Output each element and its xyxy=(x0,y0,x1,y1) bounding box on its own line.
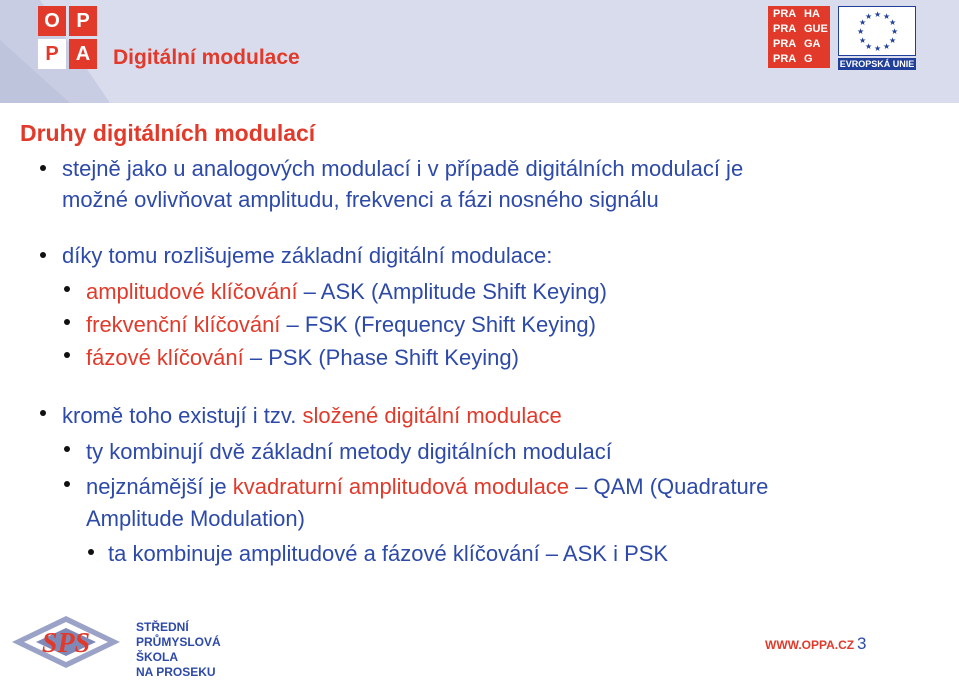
sub-sub-bullet-text: ta kombinuje amplitudové a fázové klíčování – ASK i PSK xyxy=(108,541,669,566)
highlight-term: fázové klíčování xyxy=(86,345,244,370)
svg-text:★: ★ xyxy=(889,36,897,45)
bullet-text-part: nejznámější je xyxy=(86,474,233,499)
highlight-term: amplitudové klíčování xyxy=(86,279,298,304)
sps-logo xyxy=(10,614,122,670)
bullet-text: – ASK (Amplitude Shift Keying) xyxy=(297,279,607,304)
oppa-logo-letter: P xyxy=(69,6,97,36)
bullet-dot xyxy=(88,549,94,555)
svg-text:★: ★ xyxy=(889,18,897,27)
svg-text:★: ★ xyxy=(857,27,865,36)
bullet-dot xyxy=(40,165,46,171)
school-name-line: NA PROSEKU xyxy=(136,665,216,679)
highlight-term: kvadraturní amplitudová modulace xyxy=(232,474,570,499)
school-name-line: STŘEDNÍ xyxy=(136,620,189,634)
sub-bullet-text: Amplitude Modulation) xyxy=(86,506,305,531)
bullet-text: možné ovlivňovat amplitudu, frekvenci a fázi nosného signálu xyxy=(62,187,659,212)
praha-logo-text: PRA xyxy=(773,8,797,20)
praha-logo-text: HA xyxy=(804,8,820,20)
section-title: Druhy digitálních modulací xyxy=(20,120,316,146)
bullet-dot xyxy=(64,446,70,452)
bullet-dot xyxy=(64,481,70,487)
bullet-dot xyxy=(64,352,70,358)
footer-url-link[interactable]: WWW.OPPA.CZ xyxy=(765,638,855,652)
sub-bullet-text xyxy=(86,312,596,338)
bullet-text: stejně jako u analogových modulací i v případě digitálních modulací je xyxy=(62,156,744,181)
bullet-dot xyxy=(40,410,46,416)
sub-bullet-text: ty kombinují dvě základní metody digitálních modulací xyxy=(86,439,612,464)
oppa-logo-letter: O xyxy=(38,6,66,36)
bullet-dot xyxy=(64,319,70,325)
bullet-text: – FSK (Frequency Shift Keying) xyxy=(280,312,596,337)
school-name-line: PRŮMYSLOVÁ xyxy=(136,635,221,649)
eu-logo xyxy=(838,6,916,68)
svg-text:★: ★ xyxy=(859,36,867,45)
praha-logo-text: G xyxy=(804,53,813,65)
praha-logo-text: PRA xyxy=(773,23,797,35)
svg-text:★: ★ xyxy=(865,12,873,21)
oppa-logo-letter: A xyxy=(69,39,97,69)
praha-logo-text: GUE xyxy=(804,23,828,35)
bullet-text-part: kromě toho existují i tzv. xyxy=(62,403,303,428)
eu-label: EVROPSKÁ UNIE xyxy=(839,59,915,69)
highlight-term: složené digitální modulace xyxy=(302,403,562,428)
bullet-text xyxy=(62,403,562,429)
page-title: Digitální modulace xyxy=(113,46,300,69)
highlight-term: frekvenční klíčování xyxy=(86,312,281,337)
oppa-logo xyxy=(38,6,99,70)
sub-bullet-text xyxy=(86,279,607,305)
svg-text:★: ★ xyxy=(883,12,891,21)
praha-logo-text: PRA xyxy=(773,38,797,50)
praha-logo xyxy=(768,6,830,68)
praha-logo-text: PRA xyxy=(773,53,797,65)
bullet-text: díky tomu rozlišujeme základní digitální modulace: xyxy=(62,243,553,268)
sub-bullet-text xyxy=(86,474,768,500)
bullet-text: – PSK (Phase Shift Keying) xyxy=(243,345,519,370)
oppa-logo-letter: P xyxy=(38,39,66,69)
sps-logo-text: SPS xyxy=(41,628,91,659)
svg-text:★: ★ xyxy=(874,10,882,19)
bullet-dot xyxy=(64,286,70,292)
school-name xyxy=(136,620,221,680)
school-name-line: ŠKOLA xyxy=(136,650,178,664)
page-number: 3 xyxy=(857,634,867,653)
svg-text:★: ★ xyxy=(874,44,882,53)
svg-text:★: ★ xyxy=(891,27,899,36)
eu-flag-icon xyxy=(838,6,916,56)
praha-logo-text: GA xyxy=(804,38,821,50)
svg-text:★: ★ xyxy=(859,18,867,27)
bullet-dot xyxy=(40,252,46,258)
svg-text:★: ★ xyxy=(865,42,873,51)
sub-bullet-text xyxy=(86,345,519,371)
bullet-text-part: – QAM (Quadrature xyxy=(569,474,769,499)
svg-text:★: ★ xyxy=(883,42,891,51)
